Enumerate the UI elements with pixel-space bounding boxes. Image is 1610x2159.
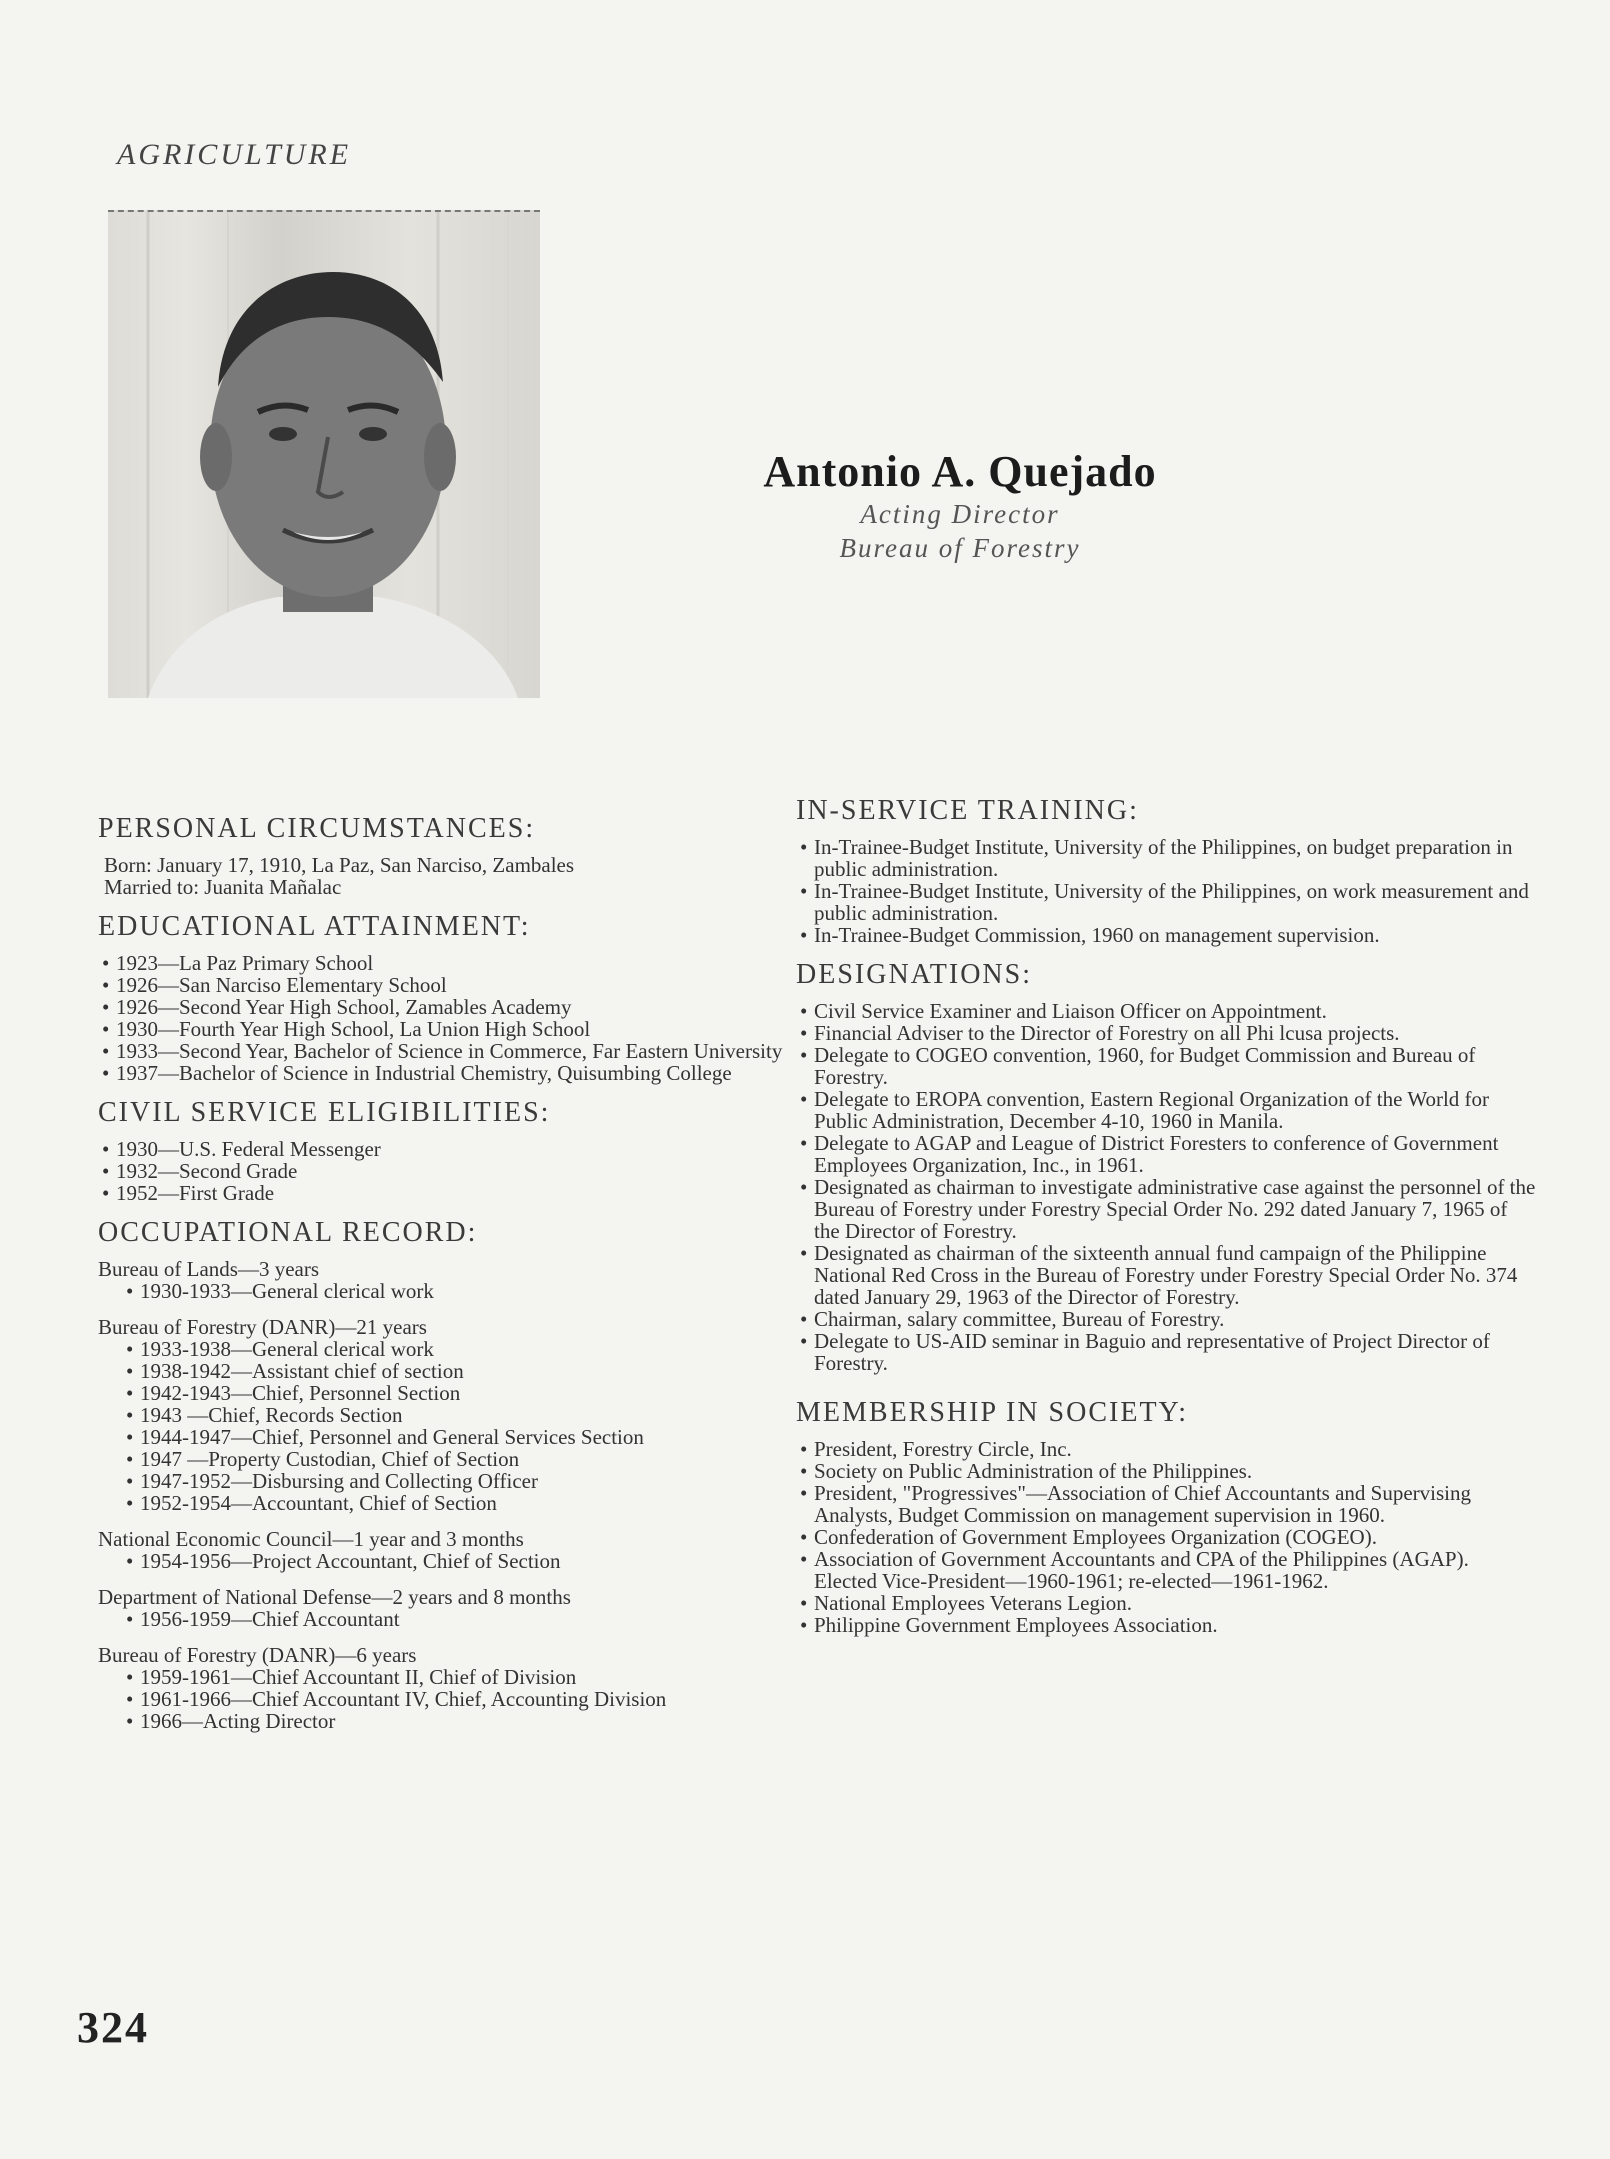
training-list (796, 836, 1536, 946)
occupation-item: • 1933-1938—General clerical work (122, 1338, 788, 1360)
membership-item: • President, Forestry Circle, Inc. (796, 1438, 1536, 1460)
birth-info: Born: January 17, 1910, La Paz, San Narciso, Zambales (104, 853, 575, 877)
right-column (796, 782, 1536, 1636)
designation-item: • Delegate to US-AID seminar in Baguio and representative of Project Director of Forestry. (796, 1330, 1536, 1374)
occupation-group (98, 1528, 788, 1572)
occupation-org: Bureau of Lands—3 years (98, 1257, 320, 1281)
occupation-org: Department of National Defense—2 years and 8 months (98, 1585, 571, 1609)
designation-item: • Delegate to COGEO convention, 1960, for Budget Commission and Bureau of Forestry. (796, 1044, 1536, 1088)
education-item: • 1930—Fourth Year High School, La Union High School (98, 1018, 788, 1040)
occupation-item: • 1930-1933—General clerical work (122, 1280, 788, 1302)
person-name: Antonio A. Quejado (763, 447, 1157, 496)
portrait-photo (108, 210, 540, 698)
occupation-item: • 1947-1952—Disbursing and Collecting Officer (122, 1470, 788, 1492)
occupation-group (98, 1258, 788, 1302)
education-item: • 1926—Second Year High School, Zamables Academy (98, 996, 788, 1018)
education-item: • 1937—Bachelor of Science in Industrial Chemistry, Quisumbing College (98, 1062, 788, 1084)
occupation-item: • 1938-1942—Assistant chief of section (122, 1360, 788, 1382)
membership-item: • Philippine Government Employees Association. (796, 1614, 1536, 1636)
designation-item: • Designated as chairman of the sixteenth annual fund campaign of the Philippine National Red Cross in the Bureau of Forestry under Forestry Special Order No. 374 dated January 29, 1963 of the Director of Forestry. (796, 1242, 1536, 1308)
designation-item: • Chairman, salary committee, Bureau of Forestry. (796, 1308, 1536, 1330)
education-heading: EDUCATIONAL ATTAINMENT: (98, 911, 531, 942)
designation-item: • Financial Adviser to the Director of Forestry on all Phi lcusa projects. (796, 1022, 1536, 1044)
occupation-group (98, 1586, 788, 1630)
page-number: 324 (77, 2003, 149, 2052)
occupation-items (122, 1280, 788, 1302)
education-item: • 1933—Second Year, Bachelor of Science in Commerce, Far Eastern University (98, 1040, 788, 1062)
designation-item: • Delegate to EROPA convention, Eastern Regional Organization of the World for Public Administration, December 4-10, 1960 in Manila. (796, 1088, 1536, 1132)
education-list (98, 952, 788, 1084)
membership-heading: MEMBERSHIP IN SOCIETY: (796, 1397, 1188, 1428)
education-item: • 1923—La Paz Primary School (98, 952, 788, 974)
occupation-item: • 1942-1943—Chief, Personnel Section (122, 1382, 788, 1404)
membership-item: • Confederation of Government Employees Organization (COGEO). (796, 1526, 1536, 1548)
section-label: AGRICULTURE (117, 138, 352, 171)
personal-heading: PERSONAL CIRCUMSTANCES: (98, 813, 536, 844)
membership-item: • National Employees Veterans Legion. (796, 1592, 1536, 1614)
membership-item: • Society on Public Administration of the Philippines. (796, 1460, 1536, 1482)
designations-list (796, 1000, 1536, 1374)
training-item: • In-Trainee-Budget Commission, 1960 on management supervision. (796, 924, 1536, 946)
occupation-items (122, 1338, 788, 1514)
marriage-info: Married to: Juanita Mañalac (104, 875, 342, 899)
training-heading: IN-SERVICE TRAINING: (796, 795, 1139, 826)
eligibilities-heading: CIVIL SERVICE ELIGIBILITIES: (98, 1097, 551, 1128)
person-position: Acting Director (860, 499, 1060, 529)
occupation-item: • 1966—Acting Director (122, 1710, 788, 1732)
membership-item: • President, "Progressives"—Association of Chief Accountants and Supervising Analysts, Budget Commission on management supervision in 1960. (796, 1482, 1536, 1526)
occupation-item: • 1961-1966—Chief Accountant IV, Chief, Accounting Division (122, 1688, 788, 1710)
portrait-illustration (108, 212, 540, 698)
person-office: Bureau of Forestry (839, 533, 1081, 563)
profile-header (700, 446, 1220, 565)
membership-list (796, 1438, 1536, 1636)
occupation-org: National Economic Council—1 year and 3 months (98, 1527, 524, 1551)
occupation-item: • 1943 —Chief, Records Section (122, 1404, 788, 1426)
membership-item: • Association of Government Accountants and CPA of the Philippines (AGAP). Elected Vice-President—1960-1961; re-elected—1961-1962. (796, 1548, 1536, 1592)
education-item: • 1926—San Narciso Elementary School (98, 974, 788, 996)
eligibilities-list (98, 1138, 788, 1204)
left-column (98, 800, 788, 1732)
designation-item: • Designated as chairman to investigate administrative case against the personnel of the Bureau of Forestry under Forestry Special Order No. 292 dated January 7, 1965 of the Director of Forestry. (796, 1176, 1536, 1242)
occupation-group (98, 1644, 788, 1732)
occupation-item: • 1952-1954—Accountant, Chief of Section (122, 1492, 788, 1514)
designation-item: • Delegate to AGAP and League of District Foresters to conference of Government Employees Organization, Inc., in 1961. (796, 1132, 1536, 1176)
occupation-items (122, 1666, 788, 1732)
occupation-item: • 1944-1947—Chief, Personnel and General Services Section (122, 1426, 788, 1448)
occupation-item: • 1959-1961—Chief Accountant II, Chief of Division (122, 1666, 788, 1688)
occupation-items (122, 1608, 788, 1630)
occupation-item: • 1947 —Property Custodian, Chief of Section (122, 1448, 788, 1470)
occupation-item: • 1954-1956—Project Accountant, Chief of Section (122, 1550, 788, 1572)
occupation-org: Bureau of Forestry (DANR)—21 years (98, 1315, 427, 1339)
designation-item: • Civil Service Examiner and Liaison Officer on Appointment. (796, 1000, 1536, 1022)
occupation-items (122, 1550, 788, 1572)
occupation-group (98, 1316, 788, 1514)
occupation-heading: OCCUPATIONAL RECORD: (98, 1217, 478, 1248)
occupation-item: • 1956-1959—Chief Accountant (122, 1608, 788, 1630)
eligibility-item: • 1930—U.S. Federal Messenger (98, 1138, 788, 1160)
eligibility-item: • 1932—Second Grade (98, 1160, 788, 1182)
occupation-org: Bureau of Forestry (DANR)—6 years (98, 1643, 417, 1667)
training-item: • In-Trainee-Budget Institute, University of the Philippines, on work measurement and public administration. (796, 880, 1536, 924)
designations-heading: DESIGNATIONS: (796, 959, 1032, 990)
eligibility-item: • 1952—First Grade (98, 1182, 788, 1204)
training-item: • In-Trainee-Budget Institute, University of the Philippines, on budget preparation in public administration. (796, 836, 1536, 880)
